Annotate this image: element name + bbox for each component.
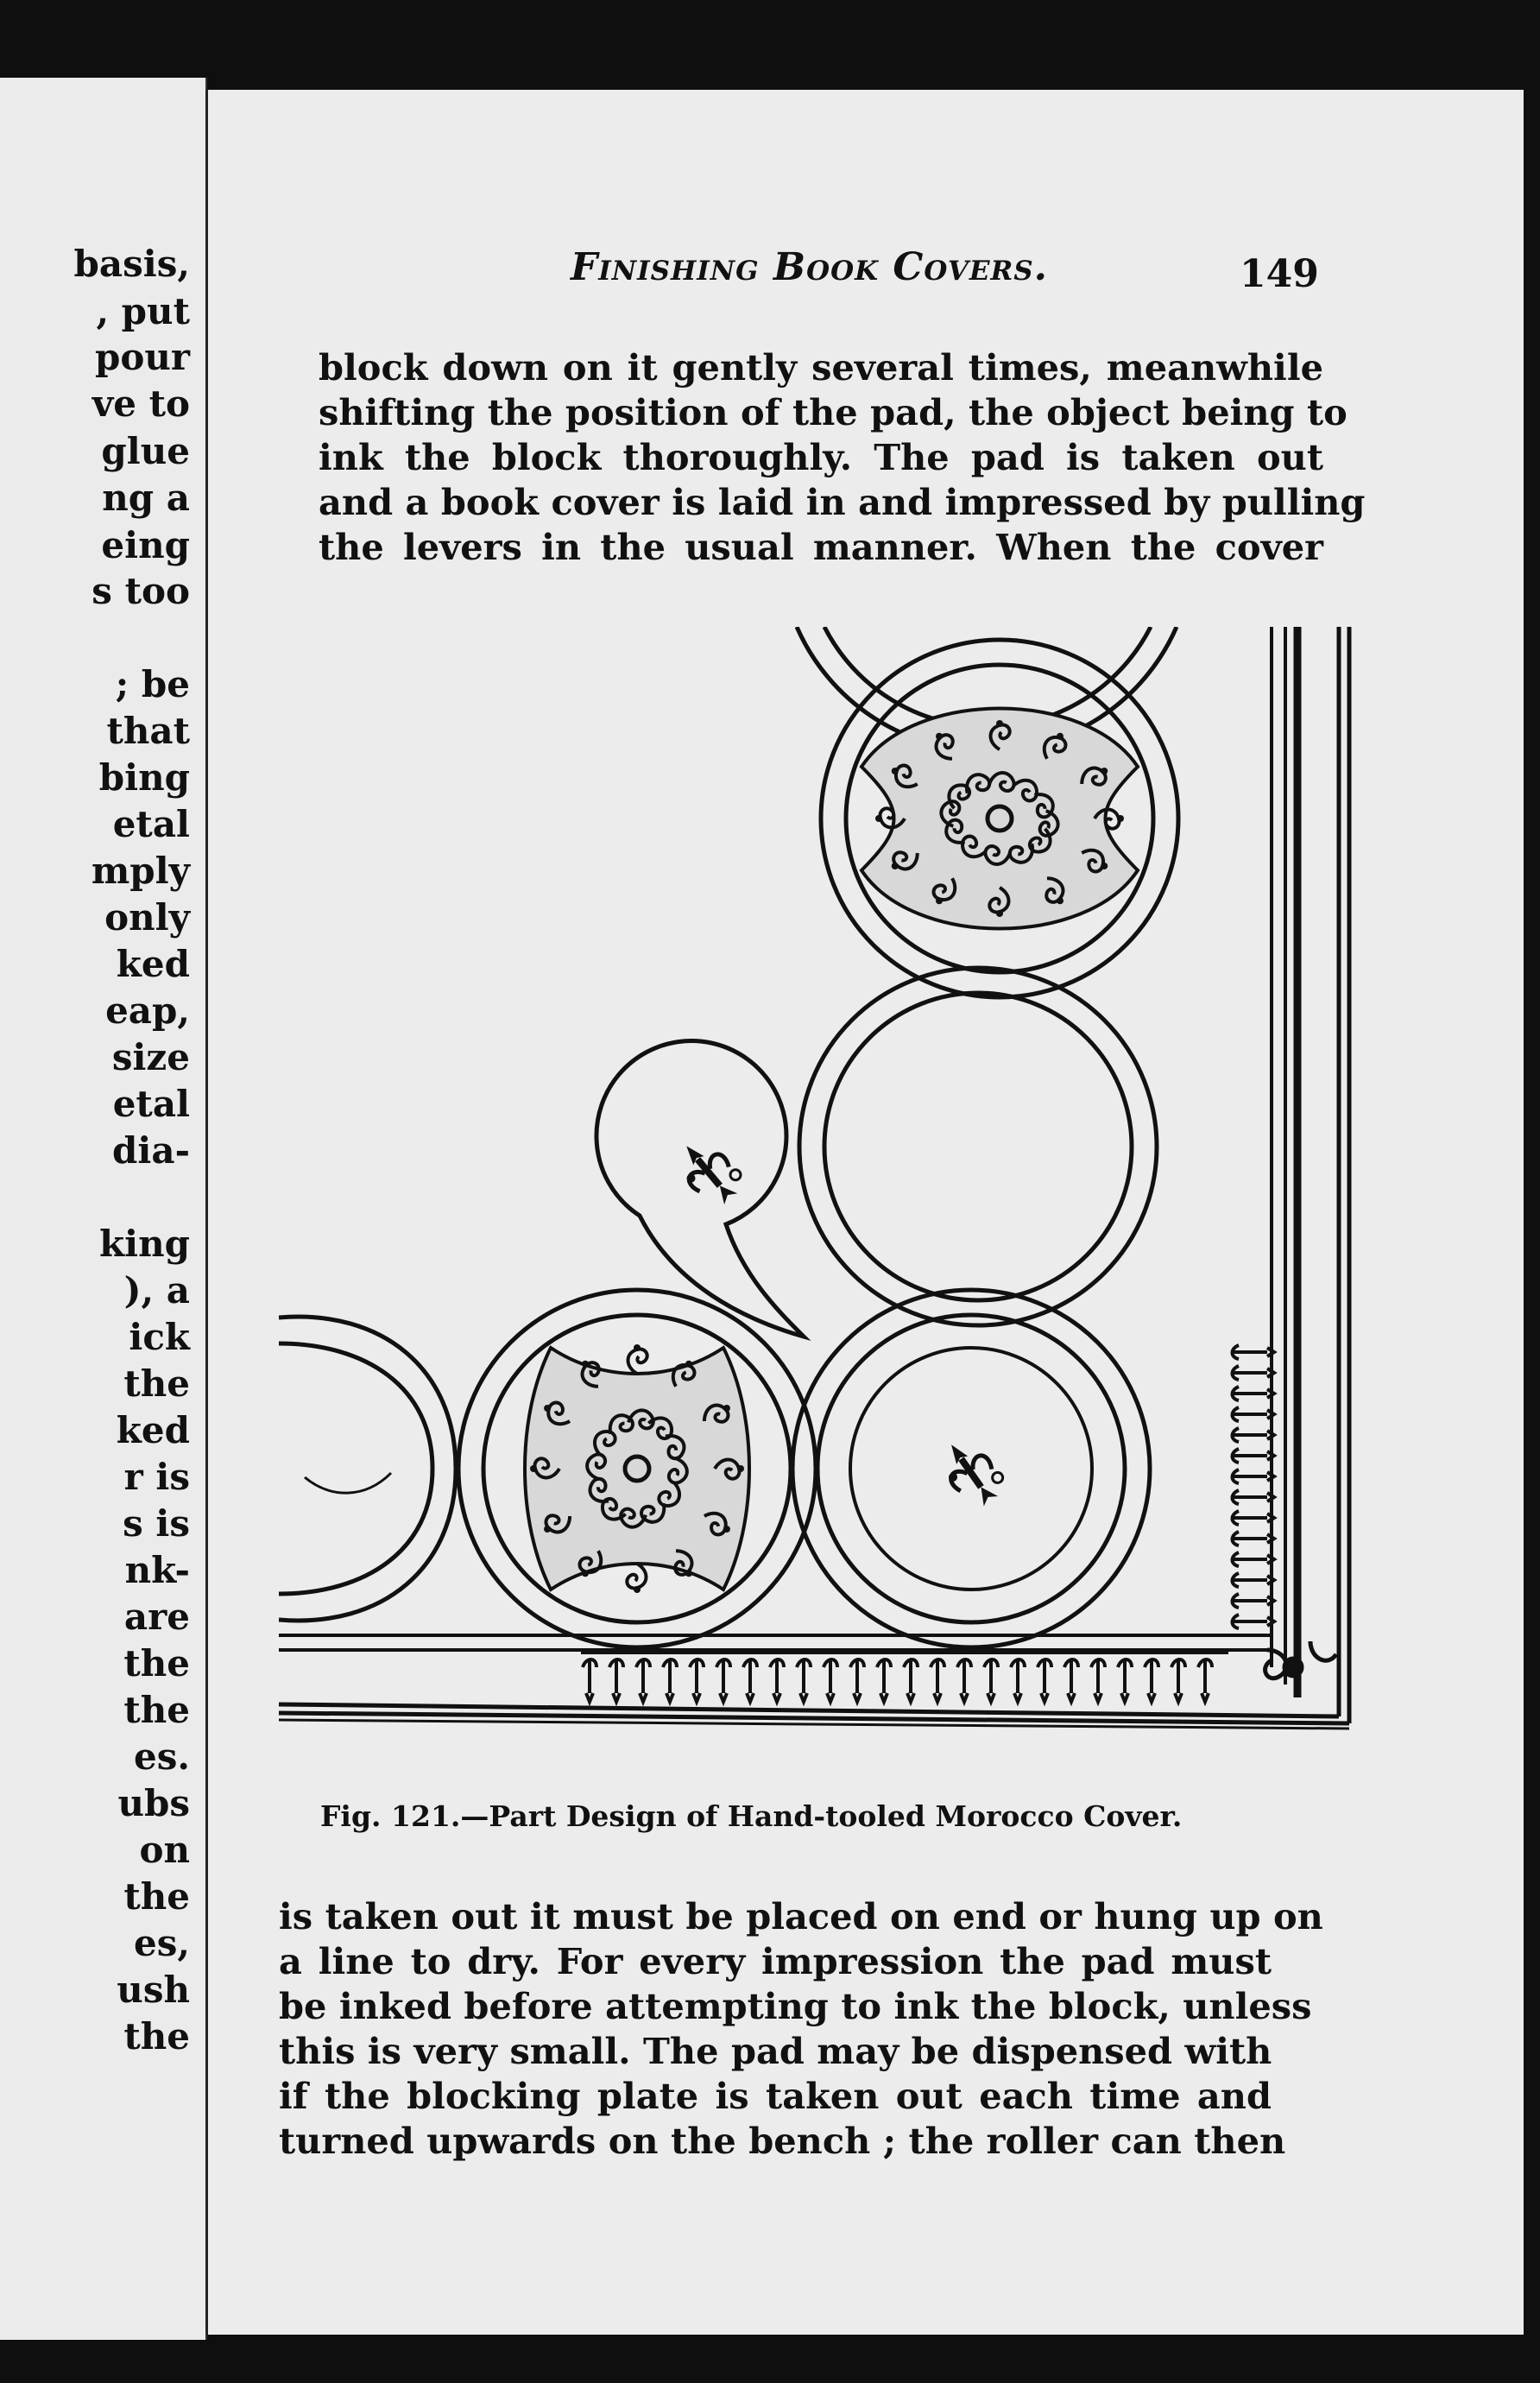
left-page-text-line: eap, xyxy=(105,989,190,1032)
left-page-text-line: es. xyxy=(134,1735,190,1778)
left-page-text-line: the xyxy=(123,1642,190,1685)
medallion-bottom-left xyxy=(458,1290,816,1647)
ring-left-partial xyxy=(279,1317,456,1621)
left-page-text-line: pour xyxy=(94,336,190,378)
text-line: and a book cover is laid in and impressed by pulling xyxy=(319,481,1366,523)
left-page-text-line: on xyxy=(139,1829,190,1871)
left-page-text-line: ubs xyxy=(117,1782,190,1824)
text-line: turned upwards on the bench ; the roller can then xyxy=(279,2120,1286,2162)
left-page-text-line: eing xyxy=(101,524,190,566)
left-page-text-line: ng a xyxy=(102,477,190,519)
left-page-text-line: the xyxy=(123,1689,190,1731)
text-line: this is very small. The pad may be dispensed with xyxy=(279,2030,1272,2072)
cover-design-illustration xyxy=(279,627,1358,1801)
left-page-text-line: dia- xyxy=(112,1129,190,1172)
left-page-text-line: basis, xyxy=(73,243,190,285)
paragraph-bottom xyxy=(279,1894,1323,2164)
left-page-text-line: the xyxy=(123,2015,190,2057)
right-ornament-band xyxy=(1233,1345,1275,1628)
text-line: a line to dry. For every impression the pad must xyxy=(279,1940,1272,1982)
left-page-text-line: ), a xyxy=(123,1269,190,1312)
text-line: block down on it gently several times, meanwhile xyxy=(319,346,1323,389)
left-page-text-line: ; be xyxy=(115,663,190,705)
left-page-text-line: nk- xyxy=(124,1549,190,1591)
left-page-text-line: etal xyxy=(112,803,190,845)
ring-middle-plain xyxy=(799,968,1157,1325)
left-page-text-line: the xyxy=(123,1875,190,1918)
bottom-ornament-band xyxy=(581,1653,1228,1702)
left-page-text-line: s is xyxy=(123,1502,190,1545)
text-line: be inked before attempting to ink the block, unless xyxy=(279,1985,1312,2027)
text-line: is taken out it must be placed on end or hung up on xyxy=(279,1895,1323,1937)
medallion-top xyxy=(821,640,1178,997)
text-line: shifting the position of the pad, the object being to xyxy=(319,391,1348,433)
book-page xyxy=(205,90,1524,2335)
left-page-text-line: es, xyxy=(134,1922,190,1964)
text-line: if the blocking plate is taken out each time and xyxy=(279,2075,1272,2117)
page-number: 149 xyxy=(1240,252,1319,296)
left-page-text-line: ve to xyxy=(92,382,190,425)
text-line: ink the block thoroughly. The pad is taken out xyxy=(319,436,1323,478)
left-page-text-line: mply xyxy=(91,850,190,892)
paragraph-top xyxy=(319,345,1366,570)
left-page-text-line: king xyxy=(99,1223,190,1265)
left-page-text-line: r is xyxy=(123,1456,190,1498)
left-page-text-line: ick xyxy=(129,1316,190,1358)
left-page-text-line: ked xyxy=(116,1409,190,1451)
left-page-text-line: that xyxy=(106,710,190,752)
left-page-text-line: are xyxy=(123,1596,190,1638)
left-page-text-line: glue xyxy=(101,430,190,472)
left-page-text-line: only xyxy=(104,896,190,939)
left-page-fragment xyxy=(0,78,207,2340)
left-page-text-line: ush xyxy=(117,1969,190,2011)
left-page-text-line: size xyxy=(111,1036,190,1078)
left-page-text-line: the xyxy=(123,1362,190,1405)
text-line: the levers in the usual manner. When the cover xyxy=(319,526,1323,568)
left-page-text-line: , put xyxy=(96,290,190,332)
figure-caption: Fig. 121.—Part Design of Hand-tooled Morocco Cover. xyxy=(320,1799,1183,1833)
left-page-text-line: ked xyxy=(116,943,190,985)
left-page-text-line: bing xyxy=(98,756,190,799)
left-page-text-line: etal xyxy=(112,1083,190,1125)
ring-bottom-right xyxy=(792,1290,1150,1647)
left-page-text-line: s too xyxy=(92,570,190,612)
running-header: Finishing Book Covers. xyxy=(571,245,1048,289)
